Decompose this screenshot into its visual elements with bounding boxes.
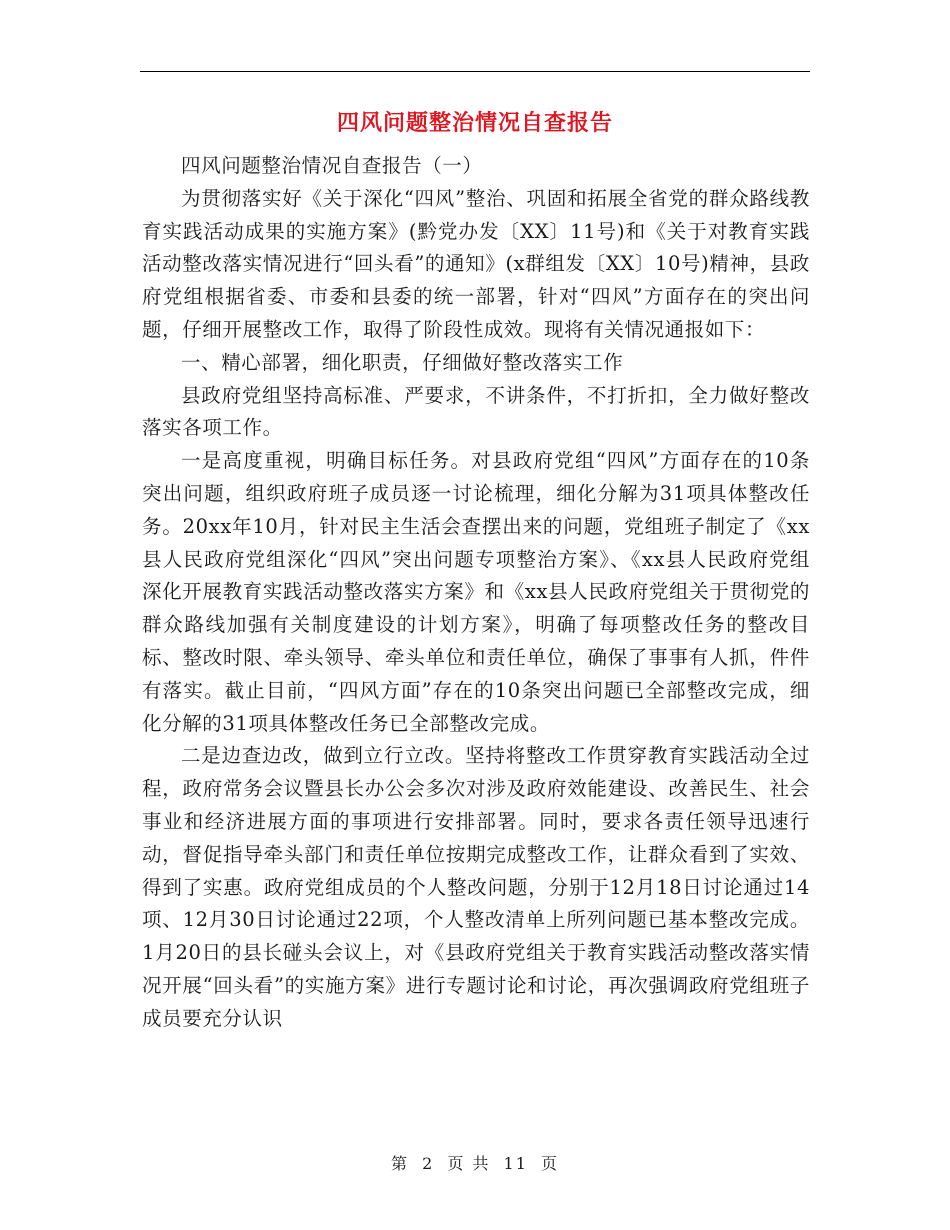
footer-page-middle: 页 共 bbox=[447, 1154, 491, 1173]
footer-page-number: 2 bbox=[422, 1154, 435, 1173]
paragraph: 一是高度重视，明确目标任务。对县政府党组“四风”方面存在的10条突出问题，组织政府班子成员逐一讨论梳理，细化分解为31项具体整改任务。20xx年10月，针对民主生活会查摆出来的问题，党组班子制定了《xx县人民政府党组深化“四风”突出问题专项整治方案》、《xx县人民政府党组深化开展教育实践活动整改落实方案》和《xx县人民政府党组关于贯彻党的群众路线加强有关制度建设的计划方案》，明确了每项整改任务的整改目标、整改时限、牵头领导、牵头单位和责任单位，确保了事事有人抓，件件有落实。截止目前，“四风方面”存在的10条突出问题已全部整改完成，细化分解的31项具体整改任务已全部整改完成。 bbox=[142, 449, 810, 735]
footer-page-total: 11 bbox=[503, 1154, 528, 1173]
paragraph: 县政府党组坚持高标准、严要求，不讲条件，不打折扣，全力做好整改落实各项工作。 bbox=[142, 383, 810, 440]
footer-page-suffix: 页 bbox=[541, 1154, 560, 1173]
header-rule bbox=[140, 71, 810, 72]
document-title: 四风问题整治情况自查报告 bbox=[336, 111, 613, 136]
paragraph: 二是边查边改，做到立行立改。坚持将整改工作贯穿教育实践活动全过程，政府常务会议暨县长办公会多次对涉及政府效能建设、改善民生、社会事业和经济进展方面的事项进行安排部署。同时，要求各责任领导迅速行动，督促指导牵头部门和责任单位按期完成整改工作，让群众看到了实效、得到了实惠。政府党组成员的个人整改问题，分别于12月18日讨论通过14项、12月30日讨论通过22项，个人整改清单上所列问题已基本整改完成。1月20日的县长碰头会议上，对《县政府党组关于教育实践活动整改落实情况开展“回头看”的实施方案》进行专题讨论和讨论，再次强调政府党组班子成员要充分认识 bbox=[142, 744, 810, 1030]
footer-page-prefix: 第 bbox=[390, 1154, 409, 1173]
page-footer bbox=[0, 1152, 950, 1176]
section-heading: 一、精心部署，细化职责，仔细做好整改落实工作 bbox=[181, 350, 624, 374]
paragraph-subtitle: 四风问题整治情况自查报告（一） bbox=[181, 154, 483, 177]
paragraph-intro: 为贯彻落实好《关于深化“四风”整治、巩固和拓展全省党的群众路线教育实践活动成果的实施方案》(黔党办发〔XX〕11号)和《关于对教育实践活动整改落实情况进行“回头看”的通知》(x群组发〔XX〕10号)精神，县政府党组根据省委、市委和县委的统一部署，针对“四风”方面存在的突出问题，仔细开展整改工作，取得了阶段性成效。现将有关情况通报如下： bbox=[142, 186, 810, 341]
document-body bbox=[142, 150, 810, 1036]
